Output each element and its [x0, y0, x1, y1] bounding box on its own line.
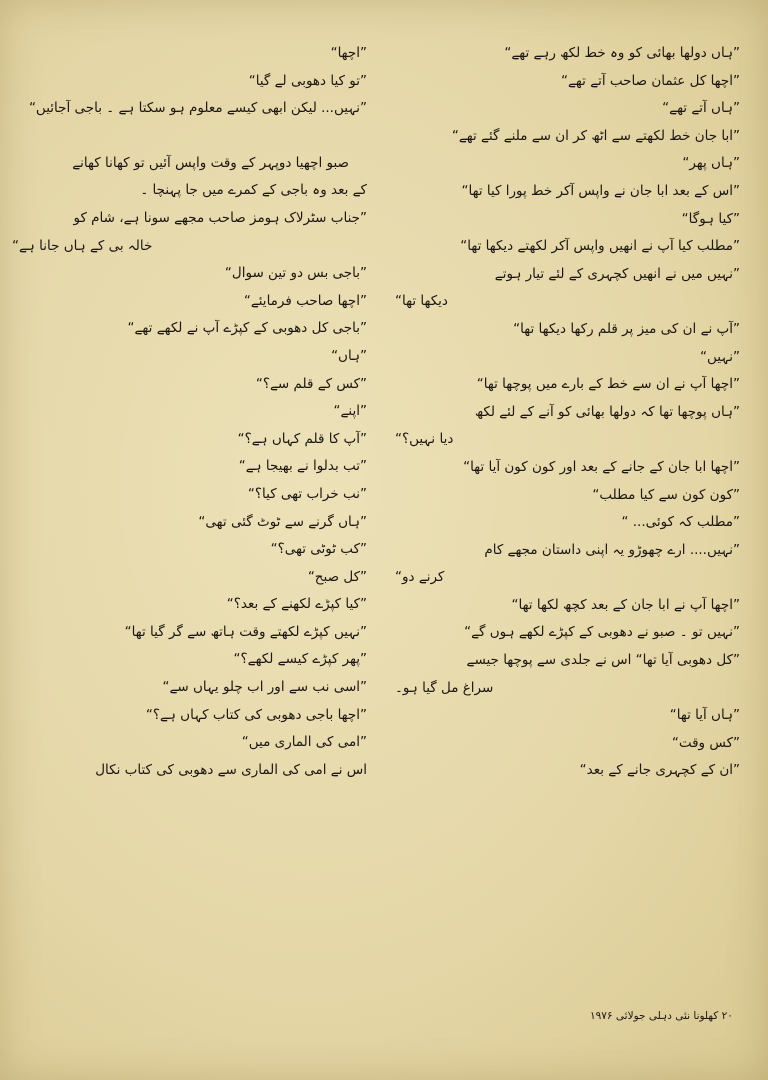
line: ”اس کے بعد ابا جان نے واپس آکر خط پورا کیا تھا“: [461, 182, 740, 199]
line: ”نہیں“: [699, 348, 740, 365]
line: ”کل دھوبی آیا تھا“ اس نے جلدی سے پوچھا جیسے: [466, 652, 740, 669]
line: ”اچھا ابا جان کے جانے کے بعد اور کون کون آیا تھا“: [463, 458, 740, 475]
line: ”آپ نے ان کی میز پر قلم رکھا دیکھا تھا“: [513, 320, 740, 337]
right-text-column: [395, 40, 740, 785]
line: ”کیا کپڑے لکھنے کے بعد؟“: [226, 596, 367, 613]
line: ”نہیں... لیکن ابھی کیسے معلوم ہو سکتا ہے ۔ باجی آجائیں“: [28, 100, 367, 117]
line: ”اچھا باجی دھوبی کی کتاب کہاں ہے؟“: [145, 706, 367, 723]
line: ”پھر کپڑے کیسے لکھے؟“: [233, 651, 367, 668]
line: ”باجی بس دو تین سوال“: [224, 265, 367, 282]
line: ”ان کے کچہری جانے کے بعد“: [579, 762, 740, 779]
line: ”اچھا کل عثمان صاحب آتے تھے“: [561, 72, 740, 89]
line: ”کل صبح“: [307, 568, 367, 585]
page-footer: ۲۰ کھلونا نئی دہلی جولائی ۱۹۷۶: [590, 1010, 733, 1022]
line: دیکھا تھا“: [395, 293, 448, 310]
line: ”اچھا آپ نے ابا جان کے بعد کچھ لکھا تھا“: [511, 596, 740, 613]
line: ”کس وقت“: [671, 734, 740, 751]
paragraph-gap: [12, 123, 367, 150]
line: ”ہاں آتے تھے“: [662, 100, 740, 117]
line: ”اچھا صاحب فرمایئے“: [243, 292, 367, 309]
line: ”نہیں تو ۔ صبو نے دھوبی کے کپڑے لکھے ہوں گے“: [464, 624, 740, 641]
line: ”تب بدلوا نے بھیجا ہے“: [238, 458, 367, 475]
line: ”امی کی الماری میں“: [241, 734, 367, 751]
line: ”ہاں آیا تھا“: [669, 707, 740, 724]
line: ”کب ٹوٹی تھی؟“: [270, 541, 367, 558]
line: کرنے دو“: [395, 569, 445, 586]
line: صبو اچھیا دوپہر کے وقت واپس آئیں تو کھانا کھانے: [72, 154, 349, 171]
line: ”کس کے قلم سے؟“: [255, 375, 367, 392]
line: ”ہاں دولھا بھائی کو وہ خط لکھ رہے تھے“: [504, 45, 740, 61]
line: ”مطلب کہ کوئی... “: [621, 514, 740, 531]
line: ”کون کون سے کیا مطلب“: [592, 486, 740, 503]
line: کے بعد وہ باجی کے کمرے میں جا پہنچا ۔: [140, 182, 367, 199]
line: ”نہیں.... ارے چھوڑو یہ اپنی داستان مجھے کام: [484, 541, 740, 558]
line: ”تو کیا دھوبی لے گیا“: [248, 72, 367, 89]
line: ”نب خراب تھی کیا؟“: [247, 485, 367, 502]
line: ”مطلب کیا آپ نے انھیں واپس آکر لکھتے دیکھا تھا“: [460, 238, 740, 255]
left-text-column: [12, 40, 367, 784]
line: ”نہیں میں نے انھیں کچہری کے لئے تیار ہوتے: [494, 265, 740, 282]
line: ”باجی کل دھوبی کے کپڑے آپ نے لکھے تھے“: [127, 320, 367, 337]
line: ”آپ کا قلم کہاں ہے؟“: [237, 430, 367, 447]
line: ”اچھا“: [330, 45, 367, 61]
line: ”اچھا آپ نے ان سے خط کے بارے میں پوچھا تھا“: [476, 376, 740, 393]
line: ”جناب سٹرلاک ہومز صاحب مجھے سونا ہے، شام کو: [73, 209, 367, 226]
line: ”اپنے“: [333, 403, 367, 420]
line: اس نے امی کی الماری سے دھوبی کی کتاب نکال: [95, 761, 367, 778]
line: ”اسی نب سے اور اب چلو یہاں سے“: [162, 679, 367, 696]
line: خالہ بی کے ہاں جانا ہے“: [12, 237, 153, 254]
line: دیا نہیں؟“: [395, 431, 454, 448]
line: ”ہاں پوچھا تھا کہ دولھا بھائی کو آنے کے لئے لکھ: [474, 403, 740, 420]
line: ”ابا جان خط لکھتے سے اٹھ کر ان سے ملنے گئے تھے“: [451, 127, 740, 144]
line: ”نہیں کپڑے لکھتے وقت ہاتھ سے گر گیا تھا“: [124, 623, 367, 640]
line: سراغ مل گیا ہو۔: [395, 679, 494, 696]
line: ”کیا ہوگا“: [681, 210, 740, 227]
line: ”ہاں“: [331, 347, 367, 364]
line: ”ہاں گرنے سے ٹوٹ گئی تھی“: [198, 513, 367, 530]
line: ”ہاں پھر“: [682, 155, 740, 172]
